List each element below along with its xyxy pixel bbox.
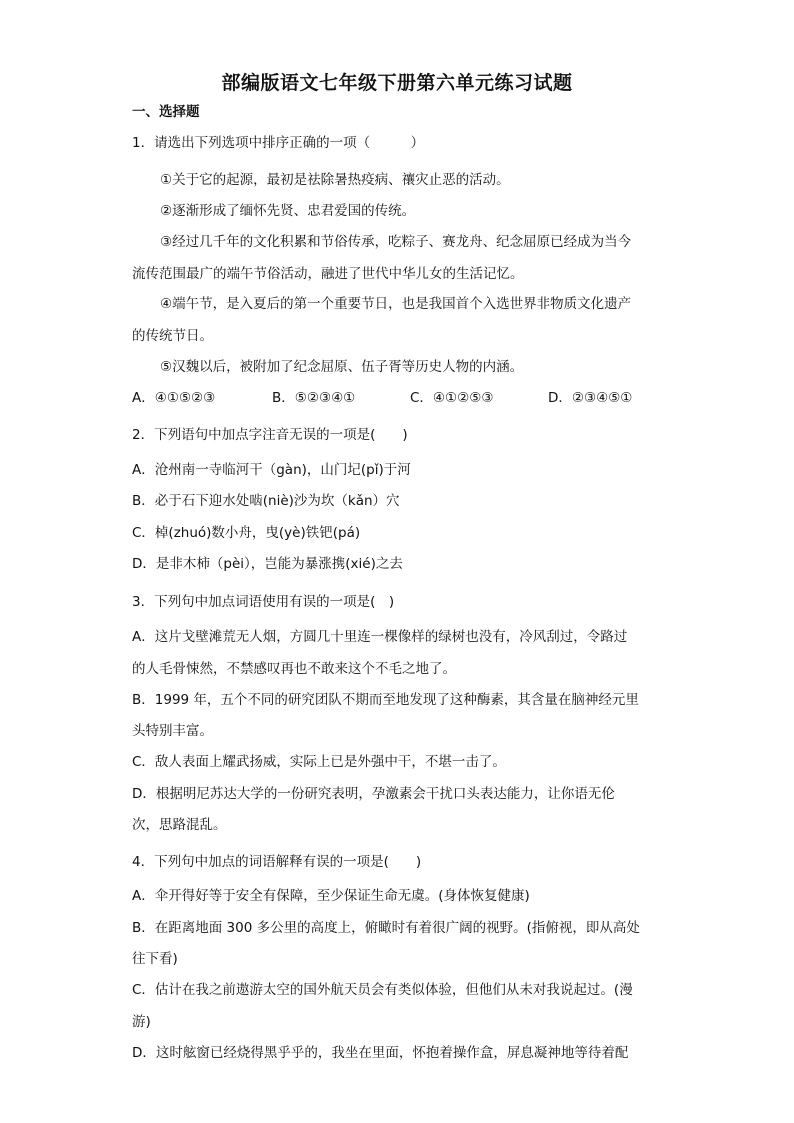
question-3-option-c: C．敌人表面上耀武扬威，实际上已是外强中干，不堪一击了。 (132, 754, 506, 770)
question-4-option-c-line-2: 游) (132, 1014, 151, 1030)
question-1-option-d: D．②③④⑤① (548, 390, 633, 406)
question-4-option-a: A．伞开得好等于安全有保障，至少保证生命无虞。(身体恢复健康) (132, 888, 530, 904)
question-3-option-b-line-2: 头特别丰富。 (132, 723, 213, 739)
question-3-option-b-line-1: B．1999 年，五个不同的研究团队不期而至地发现了这种酶素，其含量在脑神经元里 (132, 692, 639, 708)
question-1-sentence-3-line-2: 流传范围最广的端午节俗活动，融进了世代中华儿女的生活记忆。 (132, 266, 524, 282)
question-1-option-b: B．⑤②③④① (272, 390, 356, 406)
question-2-option-b: B．必于石下迎水处啮(niè)沙为坎（kǎn）穴 (132, 493, 400, 509)
section-heading: 一、选择题 (132, 104, 200, 120)
question-2-option-d: D．是非木柿（pèi），岂能为暴涨携(xié)之去 (132, 556, 403, 572)
question-2-stem: 2．下列语句中加点字注音无误的一项是( ) (132, 427, 408, 443)
question-1-sentence-5: ⑤汉魏以后，被附加了纪念屈原、伍子胥等历史人物的内涵。 (160, 359, 524, 375)
question-3-stem: 3．下列句中加点词语使用有误的一项是( ) (132, 594, 395, 610)
question-4-stem: 4．下列句中加点的词语解释有误的一项是( ) (132, 854, 422, 870)
question-1-option-c: C．④①②⑤③ (410, 390, 494, 406)
question-4-option-b-line-1: B．在距离地面 300 多公里的高度上，俯瞰时有着很广阔的视野。(指俯视，即从高处 (132, 920, 640, 936)
question-3-option-d-line-1: D．根据明尼苏达大学的一份研究表明，孕激素会干扰口头表达能力，让你语无伦 (132, 786, 615, 802)
question-1-sentence-1: ①关于它的起源，最初是祛除暑热疫病、禳灾止恶的活动。 (160, 172, 510, 188)
question-1-sentence-3-line-1: ③经过几千年的文化积累和节俗传承，吃粽子、赛龙舟、纪念屈原已经成为当今 (160, 234, 632, 250)
question-2-option-c: C．棹(zhuó)数小舟，曳(yè)铁钯(pá) (132, 525, 361, 541)
question-4-option-b-line-2: 往下看) (132, 951, 178, 967)
question-1-stem: 1．请选出下列选项中排序正确的一项（ ） (132, 135, 425, 151)
question-1-sentence-2: ②逐渐形成了缅怀先贤、忠君爱国的传统。 (160, 203, 416, 219)
page-title: 部编版语文七年级下册第六单元练习试题 (221, 72, 573, 94)
question-1-sentence-4-line-1: ④端午节，是入夏后的第一个重要节日，也是我国首个入选世界非物质文化遗产 (160, 296, 632, 312)
question-4-option-d-line-1: D．这时舷窗已经烧得黑乎乎的，我坐在里面，怀抱着操作盒，屏息凝神地等待着配 (132, 1045, 629, 1061)
question-1-option-a: A．④①⑤②③ (132, 390, 216, 406)
question-3-option-a-line-2: 的人毛骨悚然，不禁感叹再也不敢来这个不毛之地了。 (132, 661, 456, 677)
question-2-option-a: A．沧州南一寺临河干（gàn)，山门圮(pǐ)于河 (132, 462, 411, 478)
question-3-option-a-line-1: A．这片戈壁滩荒无人烟，方圆几十里连一棵像样的绿树也没有，冷风刮过，令路过 (132, 629, 628, 645)
question-3-option-d-line-2: 次，思路混乱。 (132, 817, 227, 833)
question-4-option-c-line-1: C．估计在我之前遨游太空的国外航天员会有类似体验，但他们从未对我说起过。(漫 (132, 982, 633, 998)
question-1-sentence-4-line-2: 的传统节日。 (132, 328, 213, 344)
